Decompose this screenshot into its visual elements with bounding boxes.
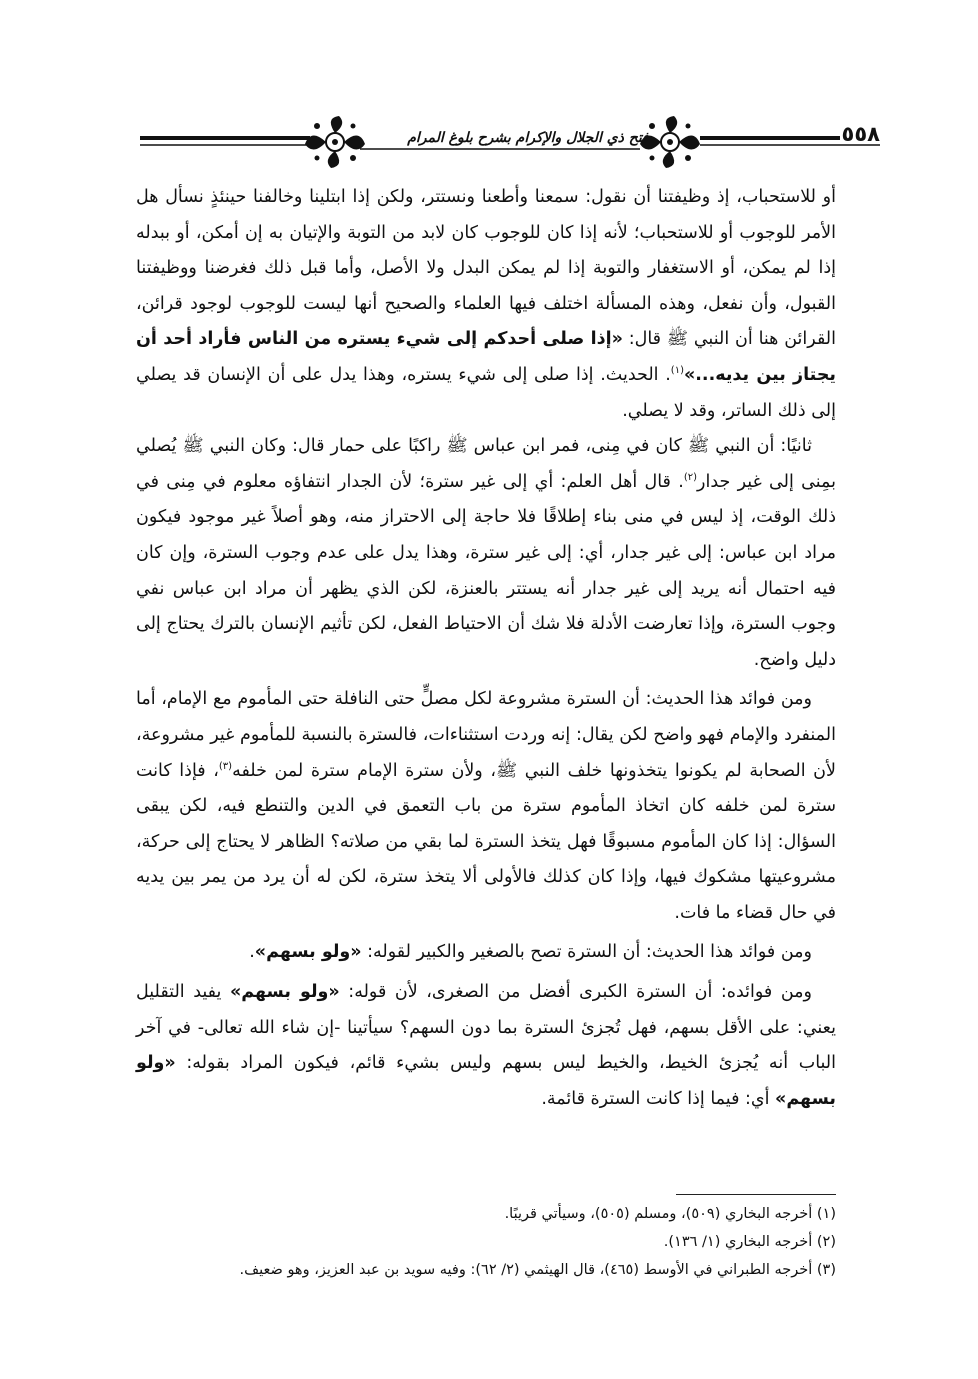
- paragraph: ومن فوائد هذا الحديث: أن السترة مشروعة لكل مصلٍّ حتى النافلة حتى المأموم مع الإمام، أما المنفرد والإمام فهو واضح لكن يقال: إنه وردت استثناءات، فالسترة بالنسبة للمأموم غير مشروعة، لأن الصحابة لم يكونوا يتخذونها خلف النبي ﷺ، ولأن سترة الإمام سترة لمن خلفه$^{(٣)}$، فإذا كانت سترة لمن خلفه كان اتخاذ المأموم سترة من باب التعمق في الدين والتنطع فيه، لكن يبقى السؤال: إذا كان المأموم مسبوقًا فهل يتخذ السترة لما بقي من صلاته؟ الظاهر لا يحتاج إلى حركة، مشروعيتها مشكوك فيها، وإذا كان كذلك فالأولى ألا يتخذ سترة، لكن له أن يرد من يمر بين يديه في حال قضاء ما فات.: [136, 689, 836, 923]
- paragraph: ومن فوائد هذا الحديث: أن السترة تصح بالصغير والكبير لقوله: «ولو بسهم».: [249, 942, 812, 963]
- footnote-ref: (٢): [683, 471, 697, 483]
- paragraph: ومن فوائده: أن السترة الكبرى أفضل من الصغرى، لأن قوله: «ولو بسهم» يفيد التقليل يعني: على الأقل بسهم، فهل تُجزئ السترة بما دون السهم؟ سيأتينا -إن شاء الله تعالى- في آخر الباب أنه يُجزئ الخيط، والخيط ليس بسهم وليس بشيء قائم، فيكون المراد بقوله: «ولو بسهم» أي: فيما إذا كانت السترة قائمة.: [136, 982, 836, 1109]
- footnote: (٣) أخرجه الطبراني في الأوسط (٤٦٥)، قال الهيثمي (٢/ ٦٢): وفيه سويد بن عبد العزيز، وهو ضعيف.: [239, 1262, 836, 1278]
- left-flourish-icon: [305, 116, 365, 168]
- main-text: [136, 180, 836, 1117]
- page-number: ٥٥٨: [841, 122, 880, 146]
- page-header: [140, 112, 880, 176]
- paragraph: ثانيًا: أن النبي ﷺ كان في مِنى، فمر ابن عباس ﷺ راكبًا على حمار قال: وكان النبي ﷺ يُصلي بمِنى إلى غير جدار$^{(٢)}$. قال أهل العلم: أي إلى غير سترة؛ لأن الجدار انتفاؤه معلوم في مِنى في ذلك الوقت، إذ ليس في منى بناء إطلاقًا فلا حاجة إلى الاحتراز منه، وهو أصلاً غير موجود فيكون مراد ابن عباس: إلى غير جدار، أي: إلى غير سترة، وهذا يدل على عدم وجوب السترة، وإن كان فيه احتمال أنه يريد إلى غير جدار أنه يستتر بالعنزة، لكن الذي يظهر أن مراد ابن عباس نفي وجوب السترة، وإذا تعارضت الأدلة فلا شك أن الاحتياط الفعل، لكن تأثيم الإنسان بالترك يحتاج إلى دليل واضح.: [136, 436, 837, 670]
- book-title: فتح ذي الجلال والإكرام بشرح بلوغ المرام: [407, 130, 649, 146]
- footnote-divider: [676, 1194, 836, 1195]
- hadith-quote: «ولو بسهم»: [254, 942, 362, 963]
- hadith-quote: «ولو بسهم»: [136, 1053, 836, 1109]
- footnote: (١) أخرجه البخاري (٥٠٩)، ومسلم (٥٠٥)، وسيأتي قريبًا.: [504, 1206, 836, 1222]
- hadith-quote: «إذا صلى أحدكم إلى شيء يستره من الناس فأراد أحد أن يجتاز بين يديه...»: [136, 329, 837, 385]
- footnote: (٢) أخرجه البخاري (١/ ١٣٦).: [663, 1234, 836, 1250]
- hadith-quote: «ولو بسهم»: [229, 982, 340, 1003]
- footnote-ref: (١): [670, 365, 684, 377]
- footnote-ref: (٣): [218, 760, 233, 772]
- paragraph: أو للاستحباب، إذ وظيفتنا أن نقول: سمعنا وأطعنا ونستتر، ولكن إذا ابتلينا وخالفنا حينئذٍ نسأل هل الأمر للوجوب أو للاستحباب؛ لأنه إذا كان للوجوب كان لابد من التوبة والإتيان به إن أمكن، أو ببدله إذا لم يمكن، أو الاستغفار والتوبة إذا لم يمكن البدل ولا الأصل، وأما قبل ذلك فغرضنا ووظيفتنا القبول، وأن نفعل، وهذه المسألة اختلف فيها العلماء والصحيح أنها ليست للوجوب لوجود قرائن، القرائن هنا أن النبي ﷺ قال: «إذا صلى أحدكم إلى شيء يستره من الناس فأراد أحد أن يجتاز بين يديه...»$^{(١)}$. الحديث. إذا صلى إلى شيء يستره، وهذا يدل على أن الإنسان قد يصلي إلى ذلك الساتر، وقد لا يصلي.: [136, 187, 837, 421]
- footnotes: [136, 1200, 836, 1284]
